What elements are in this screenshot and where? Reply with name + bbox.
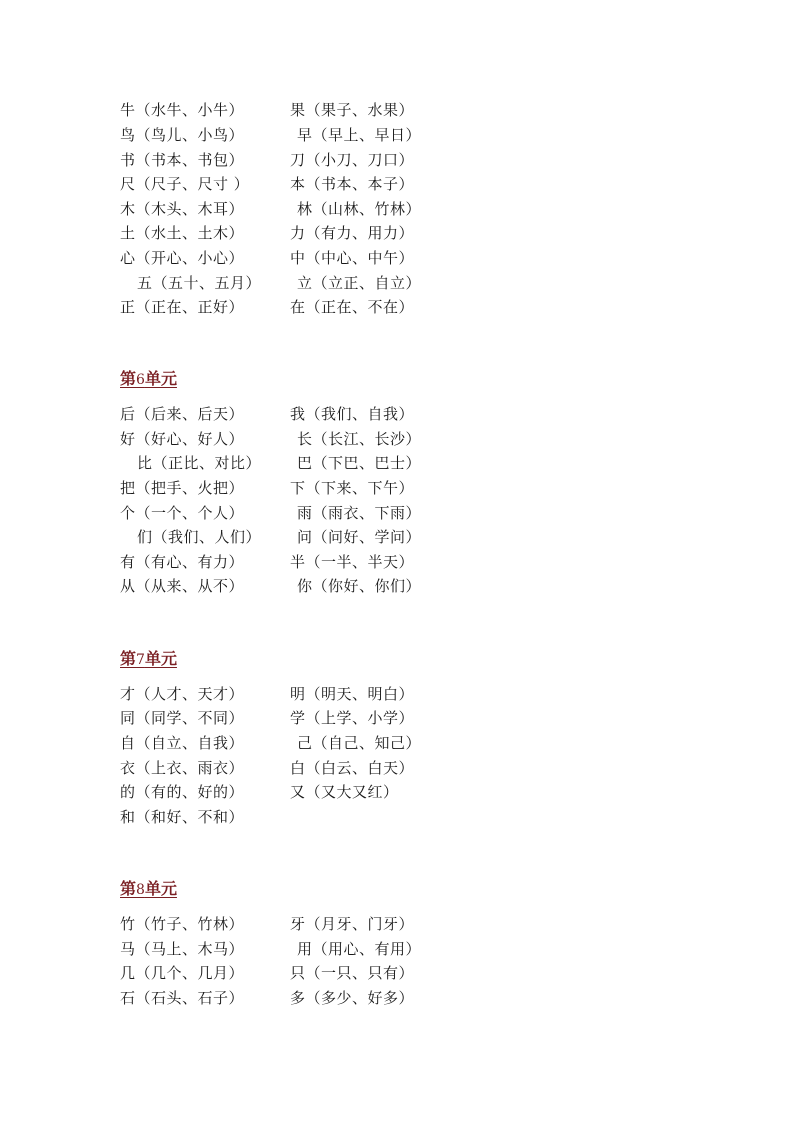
entry-right: 力（有力、用力） (290, 224, 415, 242)
entry-right: 问（问好、学问） (297, 528, 422, 546)
section-heading: 第7单元 (120, 649, 177, 668)
entry-left: 个（一个、个人） (120, 504, 245, 522)
entry-right: 多（多少、好多） (290, 989, 415, 1007)
section-heading: 第8单元 (120, 879, 177, 898)
entry-left: 尺（尺子、尺寸 ） (120, 175, 250, 193)
entry-left: 心（开心、小心） (120, 249, 245, 267)
entry-left: 石（石头、石子） (120, 989, 245, 1007)
entry-left: 几（几个、几月） (120, 964, 245, 982)
entry-right: 明（明天、明白） (290, 685, 415, 703)
entry-right: 巴（下巴、巴士） (297, 454, 422, 472)
entry-right: 牙（月牙、门牙） (290, 915, 415, 933)
entry-right: 林（山林、竹林） (297, 200, 422, 218)
entry-right: 长（长江、长沙） (297, 430, 422, 448)
entry-right: 学（上学、小学） (290, 709, 415, 727)
entry-right: 雨（雨衣、下雨） (297, 504, 422, 522)
entry-left: 正（正在、正好） (120, 298, 245, 316)
entry-left: 书（书本、书包） (120, 151, 245, 169)
entry-right: 本（书本、本子） (290, 175, 415, 193)
entry-right: 只（一只、只有） (290, 964, 415, 982)
entry-right: 白（白云、白天） (290, 759, 415, 777)
entry-left: 衣（上衣、雨衣） (120, 759, 245, 777)
entry-left: 后（后来、后天） (120, 405, 245, 423)
entry-left: 把（把手、火把） (120, 479, 245, 497)
entry-left: 的（有的、好的） (120, 783, 245, 801)
entry-left: 鸟（鸟儿、小鸟） (120, 126, 245, 144)
entry-left: 才（人才、天才） (120, 685, 245, 703)
entry-left: 从（从来、从不） (120, 577, 245, 595)
entry-right: 果（果子、水果） (290, 101, 415, 119)
entry-left: 比（正比、对比） (137, 454, 262, 472)
entry-left: 马（马上、木马） (120, 940, 245, 958)
entry-right: 下（下来、下午） (290, 479, 415, 497)
entry-right: 己（自己、知己） (297, 734, 422, 752)
entry-left: 和（和好、不和） (120, 808, 245, 826)
entry-left: 土（水土、土木） (120, 224, 245, 242)
entry-left: 牛（水牛、小牛） (120, 101, 245, 119)
entry-right: 中（中心、中午） (290, 249, 415, 267)
entry-left: 好（好心、好人） (120, 430, 245, 448)
entry-left: 木（木头、木耳） (120, 200, 245, 218)
entry-right: 半（一半、半天） (290, 553, 415, 571)
entry-left: 同（同学、不同） (120, 709, 245, 727)
section-heading: 第6单元 (120, 369, 177, 388)
entry-right: 在（正在、不在） (290, 298, 415, 316)
entry-right: 用（用心、有用） (297, 940, 422, 958)
entry-left: 们（我们、人们） (137, 528, 262, 546)
entry-right: 你（你好、你们） (297, 577, 422, 595)
entry-right: 刀（小刀、刀口） (290, 151, 415, 169)
entry-left: 竹（竹子、竹林） (120, 915, 245, 933)
entry-right: 又（又大又红） (290, 783, 399, 801)
entry-left: 五（五十、五月） (137, 274, 262, 292)
entry-right: 立（立正、自立） (297, 274, 422, 292)
entry-right: 我（我们、自我） (290, 405, 415, 423)
entry-left: 自（自立、自我） (120, 734, 245, 752)
entry-right: 早（早上、早日） (297, 126, 422, 144)
entry-left: 有（有心、有力） (120, 553, 245, 571)
